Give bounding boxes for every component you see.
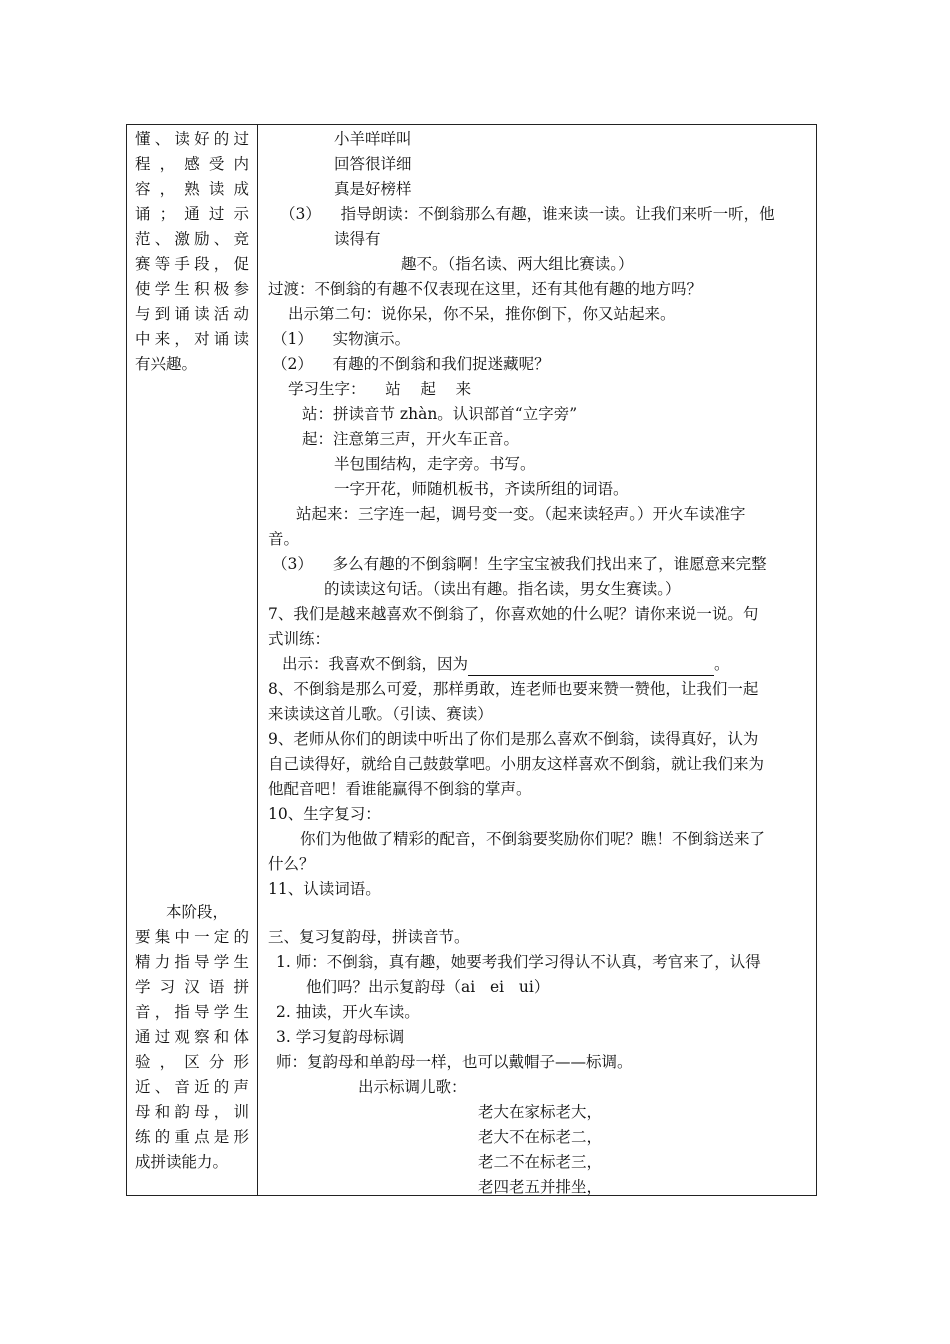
left-line: 通过观察和体 bbox=[135, 1028, 249, 1046]
text-line: （3） 指导朗读：不倒翁那么有趣，谁来读一读。让我们来听一听，他 bbox=[280, 205, 775, 223]
text-line: 来读读这首儿歌。（引读、赛读） bbox=[268, 705, 493, 723]
text-line: 他配音吧！看谁能赢得不倒翁的掌声。 bbox=[268, 780, 532, 798]
left-line: 程，感受内 bbox=[135, 155, 249, 173]
text-line: 一字开花，师随机板书，齐读所组的词语。 bbox=[334, 480, 629, 498]
left-line: 音，指导学生 bbox=[135, 1003, 249, 1021]
section-heading: 三、复习复韵母，拼读音节。 bbox=[268, 928, 470, 946]
text-line: 自己读得好，就给自己鼓鼓掌吧。小朋友这样喜欢不倒翁，就让我们来为 bbox=[268, 755, 765, 773]
left-line: 与到诵读活动 bbox=[135, 305, 249, 323]
rhyme-line: 老大不在标老二， bbox=[478, 1128, 603, 1146]
text-line: （2） 有趣的不倒翁和我们捉迷藏呢？ bbox=[272, 355, 550, 373]
text-line: 的读读这句话。（读出有趣。指名读，男女生赛读。） bbox=[324, 580, 681, 598]
rhyme-line: 回答很详细 bbox=[334, 155, 412, 173]
text-line: 10、生字复习： bbox=[268, 805, 381, 823]
text-line: 1. 师：不倒翁，真有趣，她要考我们学习得认不认真，考官来了，认得 bbox=[276, 953, 761, 971]
lesson-plan-table bbox=[126, 124, 817, 1196]
text-line: （1） 实物演示。 bbox=[272, 330, 411, 348]
text-line: （3） 多么有趣的不倒翁啊！生字宝宝被我们找出来了，谁愿意来完整 bbox=[272, 555, 767, 573]
sentence-prompt: 出示：我喜欢不倒翁，因为 bbox=[282, 655, 469, 673]
text-line: 起：注意第三声，开火车正音。 bbox=[302, 430, 520, 448]
left-line: 母和韵母，训 bbox=[135, 1103, 249, 1121]
text-line: 过渡：不倒翁的有趣不仅表现在这里，还有其他有趣的地方吗？ bbox=[268, 280, 703, 298]
teaching-process-column bbox=[258, 125, 817, 1196]
left-line: 使学生积极参 bbox=[135, 280, 249, 298]
text-line: 站：拼读音节 zhàn。认识部首“立字旁” bbox=[302, 405, 578, 423]
rhyme-line: 老四老五并排坐， bbox=[478, 1178, 603, 1196]
text-line: 2. 抽读，开火车读。 bbox=[276, 1003, 420, 1021]
text-line: 半包围结构，走字旁。书写。 bbox=[334, 455, 536, 473]
text-line: 7、我们是越来越喜欢不倒翁了，你喜欢她的什么呢？请你来说一说。句 bbox=[268, 605, 759, 623]
text-line: 8、不倒翁是那么可爱，那样勇敢，连老师也要来赞一赞他，让我们一起 bbox=[268, 680, 759, 698]
text-line: 站起来：三字连一起，调号变一变。（起来读轻声。）开火车读准字 bbox=[296, 505, 746, 523]
left-line: 成拼读能力。 bbox=[135, 1153, 229, 1171]
text-line: 3. 学习复韵母标调 bbox=[276, 1028, 405, 1046]
text-line: 你们为他做了精彩的配音，不倒翁要奖励你们呢？瞧！不倒翁送来了 bbox=[300, 830, 766, 848]
left-line: 懂、读好的过 bbox=[135, 130, 249, 148]
design-intent-column bbox=[127, 125, 258, 1196]
left-line: 学习汉语拼 bbox=[135, 978, 249, 996]
text-line: 出示第二句：说你呆，你不呆，推你倒下，你又站起来。 bbox=[288, 305, 676, 323]
sentence-end: 。 bbox=[714, 655, 730, 673]
text-line: 音。 bbox=[268, 530, 300, 548]
text-line: 11、认读词语。 bbox=[268, 880, 381, 898]
sentence-pattern-line bbox=[282, 652, 816, 676]
rhyme-line: 老大在家标老大， bbox=[478, 1103, 603, 1121]
text-line: 他们吗？出示复韵母（ai ei ui） bbox=[306, 978, 550, 996]
text-line: 趣不。（指名读、两大组比赛读。） bbox=[401, 255, 634, 273]
left-line: 验，区分形 bbox=[135, 1053, 249, 1071]
fill-in-blank bbox=[468, 658, 714, 676]
text-line: 9、老师从你们的朗读中听出了你们是那么喜欢不倒翁，读得真好，认为 bbox=[268, 730, 759, 748]
text-line: 出示标调儿歌： bbox=[358, 1078, 467, 1096]
left-line: 范、激励、竞 bbox=[135, 230, 249, 248]
text-line: 什么？ bbox=[268, 855, 315, 873]
text-line: 式训练： bbox=[268, 630, 331, 648]
left-line: 容，熟读成 bbox=[135, 180, 249, 198]
left-line: 近、音近的声 bbox=[135, 1078, 249, 1096]
left-line: 诵；通过示 bbox=[135, 205, 249, 223]
left-line: 本阶段， bbox=[166, 903, 229, 921]
text-line: 师：复韵母和单韵母一样，也可以戴帽子——标调。 bbox=[276, 1053, 633, 1071]
table-row bbox=[127, 125, 817, 1196]
rhyme-line: 真是好榜样 bbox=[334, 180, 412, 198]
rhyme-line: 小羊咩咩叫 bbox=[334, 130, 412, 148]
left-line: 要集中一定的 bbox=[135, 928, 249, 946]
left-line: 中来，对诵读 bbox=[135, 330, 249, 348]
left-line: 赛等手段，促 bbox=[135, 255, 249, 273]
left-line: 精力指导学生 bbox=[135, 953, 249, 971]
text-line: 读得有 bbox=[334, 230, 381, 248]
text-line: 学习生字： 站 起 来 bbox=[288, 380, 472, 398]
rhyme-line: 老二不在标老三， bbox=[478, 1153, 603, 1171]
left-line: 有兴趣。 bbox=[135, 355, 198, 373]
left-line: 练的重点是形 bbox=[135, 1128, 249, 1146]
